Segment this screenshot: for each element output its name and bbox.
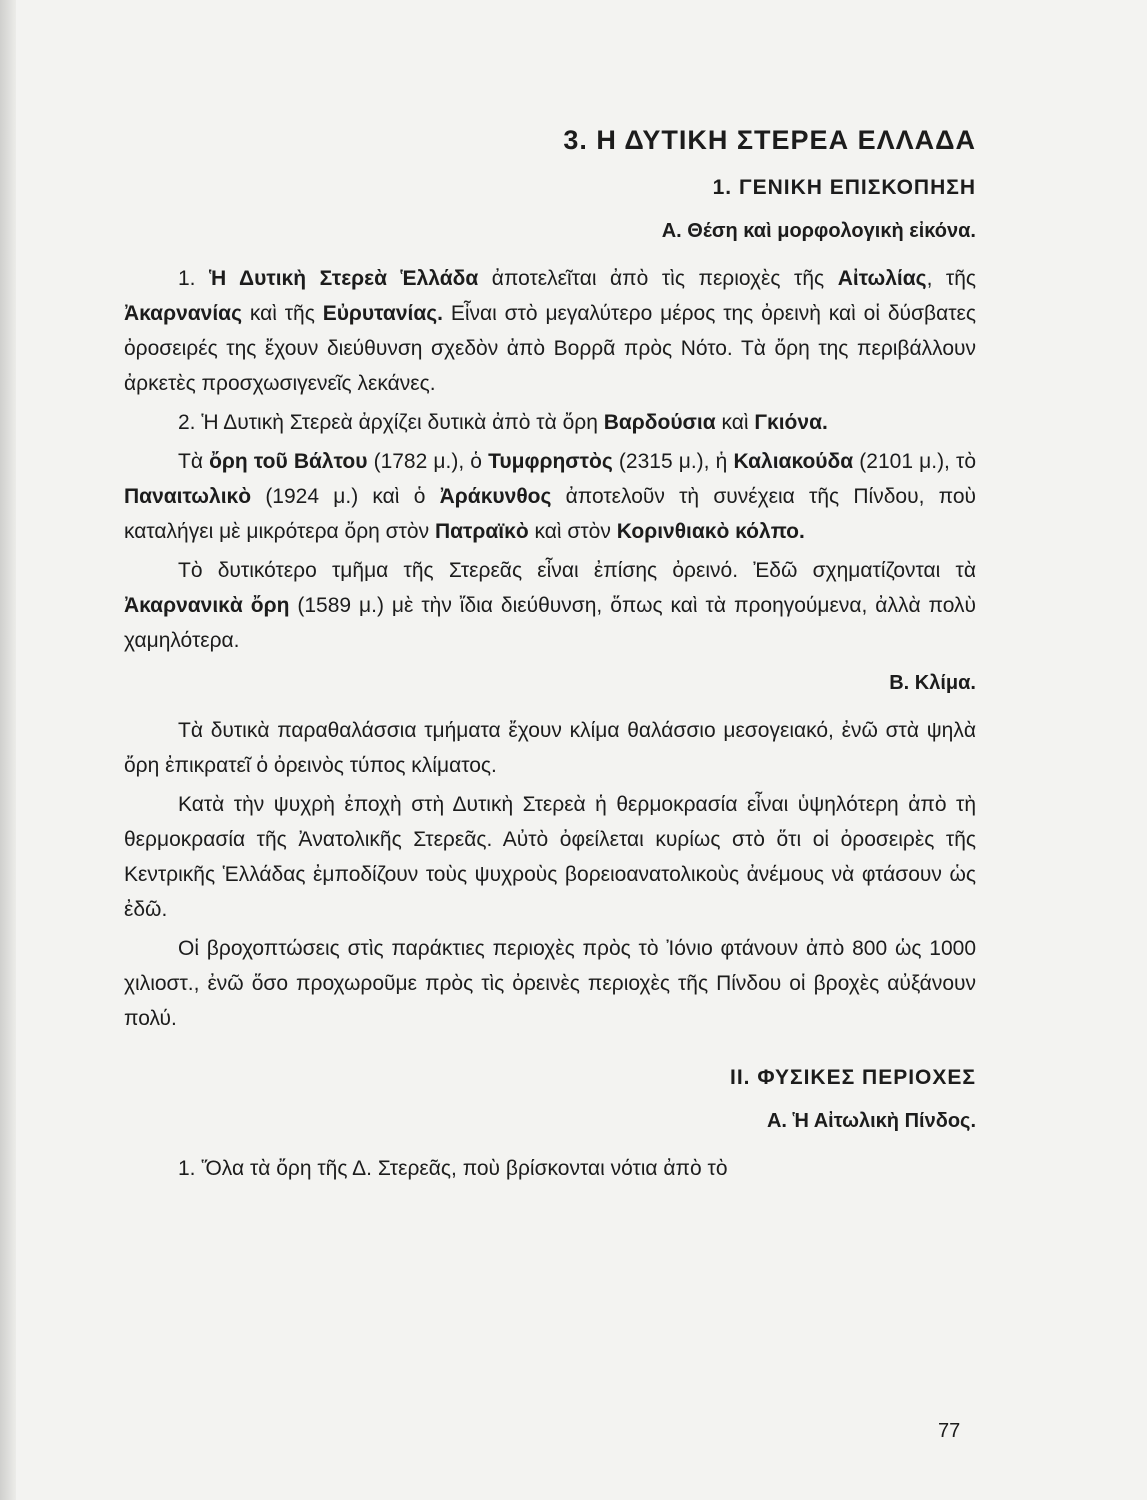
text-run: , τῆς	[926, 267, 977, 290]
subsection-title-climate: Β. Κλίμα.	[889, 672, 976, 694]
paragraph-7: Οἱ βροχοπτώσεις στὶς παράκτιες περιοχὲς πρὸς τὸ Ἰόνιο φτάνουν ἀπὸ 800 ὡς 1000 χιλιοστ., ἐνῶ ὅσο προχωροῦμε πρὸς τὶς ὀρεινὲς περιοχὲς τῆς Πίνδου οἱ βροχὲς αὐξάνουν πολύ.	[124, 937, 976, 1030]
paragraph-number: 1.	[178, 267, 210, 290]
text-run: καὶ τῆς	[242, 302, 323, 325]
bold-term: Γκιόνα.	[754, 411, 828, 434]
bold-term: Τυμφρηστὸς	[488, 450, 613, 473]
page-content	[124, 125, 976, 1190]
paragraph-6: Κατὰ τὴν ψυχρὴ ἐποχὴ στὴ Δυτικὴ Στερεὰ ἡ θερμοκρασία εἶναι ὑψηλότερη ἀπὸ τὴ θερμοκρασία τῆς Ἀνατολικῆς Στερεᾶς. Αὐτὸ ὀφείλεται κυρίως στὸ ὅτι οἱ ὀροσειρὲς τῆς Κεντρικῆς Ἑλλάδας ἐμποδίζουν τοὺς ψυχροὺς βορειοανατολικοὺς ἀνέμους νὰ φτάσουν ὡς ἐδῶ.	[124, 793, 976, 921]
paragraph-3	[124, 444, 976, 549]
section-title-physical-regions: ΙΙ. ΦΥΣΙΚΕΣ ΠΕΡΙΟΧΕΣ	[729, 1066, 976, 1089]
text-run: (1782 μ.), ὁ	[367, 450, 489, 473]
bold-term: Ἀκαρνανικὰ ὄρη	[124, 594, 290, 617]
paragraph-2	[124, 405, 976, 440]
text-run: καὶ	[715, 411, 755, 434]
text-run: καὶ στὸν	[528, 520, 617, 543]
text-run: (2101 μ.), τὸ	[853, 450, 976, 473]
subsection-title-aetolian-pindus: Α. Ἡ Αἰτωλικὴ Πίνδος.	[766, 1110, 976, 1132]
bold-term: Καλιακούδα	[733, 450, 854, 473]
text-run: Εἶναι στὸ μεγαλύτερο μέρος της ὀρεινὴ καὶ οἱ δύσβατες ὀροσειρές της ἔχουν διεύθυνση σχεδὸν ἀπὸ Βορρᾶ πρὸς Νότο. Τὰ ὄρη της περιβάλλουν ἀρκετὲς προσχωσιγενεῖς λεκάνες.	[124, 302, 977, 395]
bold-term: Εὐρυτανίας.	[322, 302, 444, 325]
subsection-title-position: Α. Θέση καὶ μορφολογικὴ εἰκόνα.	[661, 220, 976, 242]
text-run: Τὰ	[178, 450, 210, 473]
bold-term: ὄρη τοῦ Βάλτου	[209, 450, 368, 473]
bold-term: Παναιτωλικὸ	[124, 485, 252, 508]
paragraph-4	[124, 553, 976, 658]
text-run: (2315 μ.), ἡ	[612, 450, 734, 473]
text-run: ἀποτελοῦν τὴ συνέχεια τῆς Πίνδου, ποὺ καταλήγει μὲ μικρότερα ὄρη στὸν	[124, 485, 976, 543]
text-run: 2. Ἡ Δυτικὴ Στερεὰ ἀρχίζει δυτικὰ ἀπὸ τὰ ὄρη	[178, 411, 604, 434]
paragraph-8: 1. Ὅλα τὰ ὄρη τῆς Δ. Στερεᾶς, ποὺ βρίσκονται νότια ἀπὸ τὸ	[178, 1157, 728, 1180]
paragraph-1	[124, 261, 976, 401]
text-run: Τὸ δυτικότερο τμῆμα τῆς Στερεᾶς εἶναι ἐπίσης ὀρεινό. Ἐδῶ σχηματίζονται τὰ	[178, 559, 976, 582]
page-edge	[0, 0, 16, 1500]
section-title-general-overview: 1. ΓΕΝΙΚΗ ΕΠΙΣΚΟΠΗΣΗ	[712, 176, 976, 199]
page-number: 77	[938, 1420, 961, 1442]
bold-term: Βαρδούσια	[603, 411, 716, 434]
text-run: (1924 μ.) καὶ ὁ	[251, 485, 440, 508]
bold-term: Αἰτωλίας	[837, 267, 927, 290]
chapter-title: 3. Η ΔΥΤΙΚΗ ΣΤΕΡΕΑ ΕΛΛΑΔΑ	[563, 125, 976, 155]
text-run: (1589 μ.) μὲ τὴν ἴδια διεύθυνση, ὅπως καὶ τὰ προηγούμενα, ἀλλὰ πολὺ χαμηλότερα.	[124, 594, 976, 652]
bold-term: Πατραϊκὸ	[434, 520, 529, 543]
bold-term: Ἡ Δυτικὴ Στερεὰ Ἑλλάδα	[209, 267, 479, 290]
bold-term: Ἀκαρνανίας	[124, 302, 243, 325]
text-run: ἀποτελεῖται ἀπὸ τὶς περιοχὲς τῆς	[478, 267, 838, 290]
bold-term: Ἀράκυνθος	[439, 485, 552, 508]
bold-term: Κορινθιακὸ κόλπο.	[616, 520, 805, 543]
paragraph-5: Τὰ δυτικὰ παραθαλάσσια τμήματα ἔχουν κλίμα θαλάσσιο μεσογειακό, ἐνῶ στὰ ψηλὰ ὄρη ἐπικρατεῖ ὁ ὀρεινὸς τύπος κλίματος.	[124, 719, 976, 777]
